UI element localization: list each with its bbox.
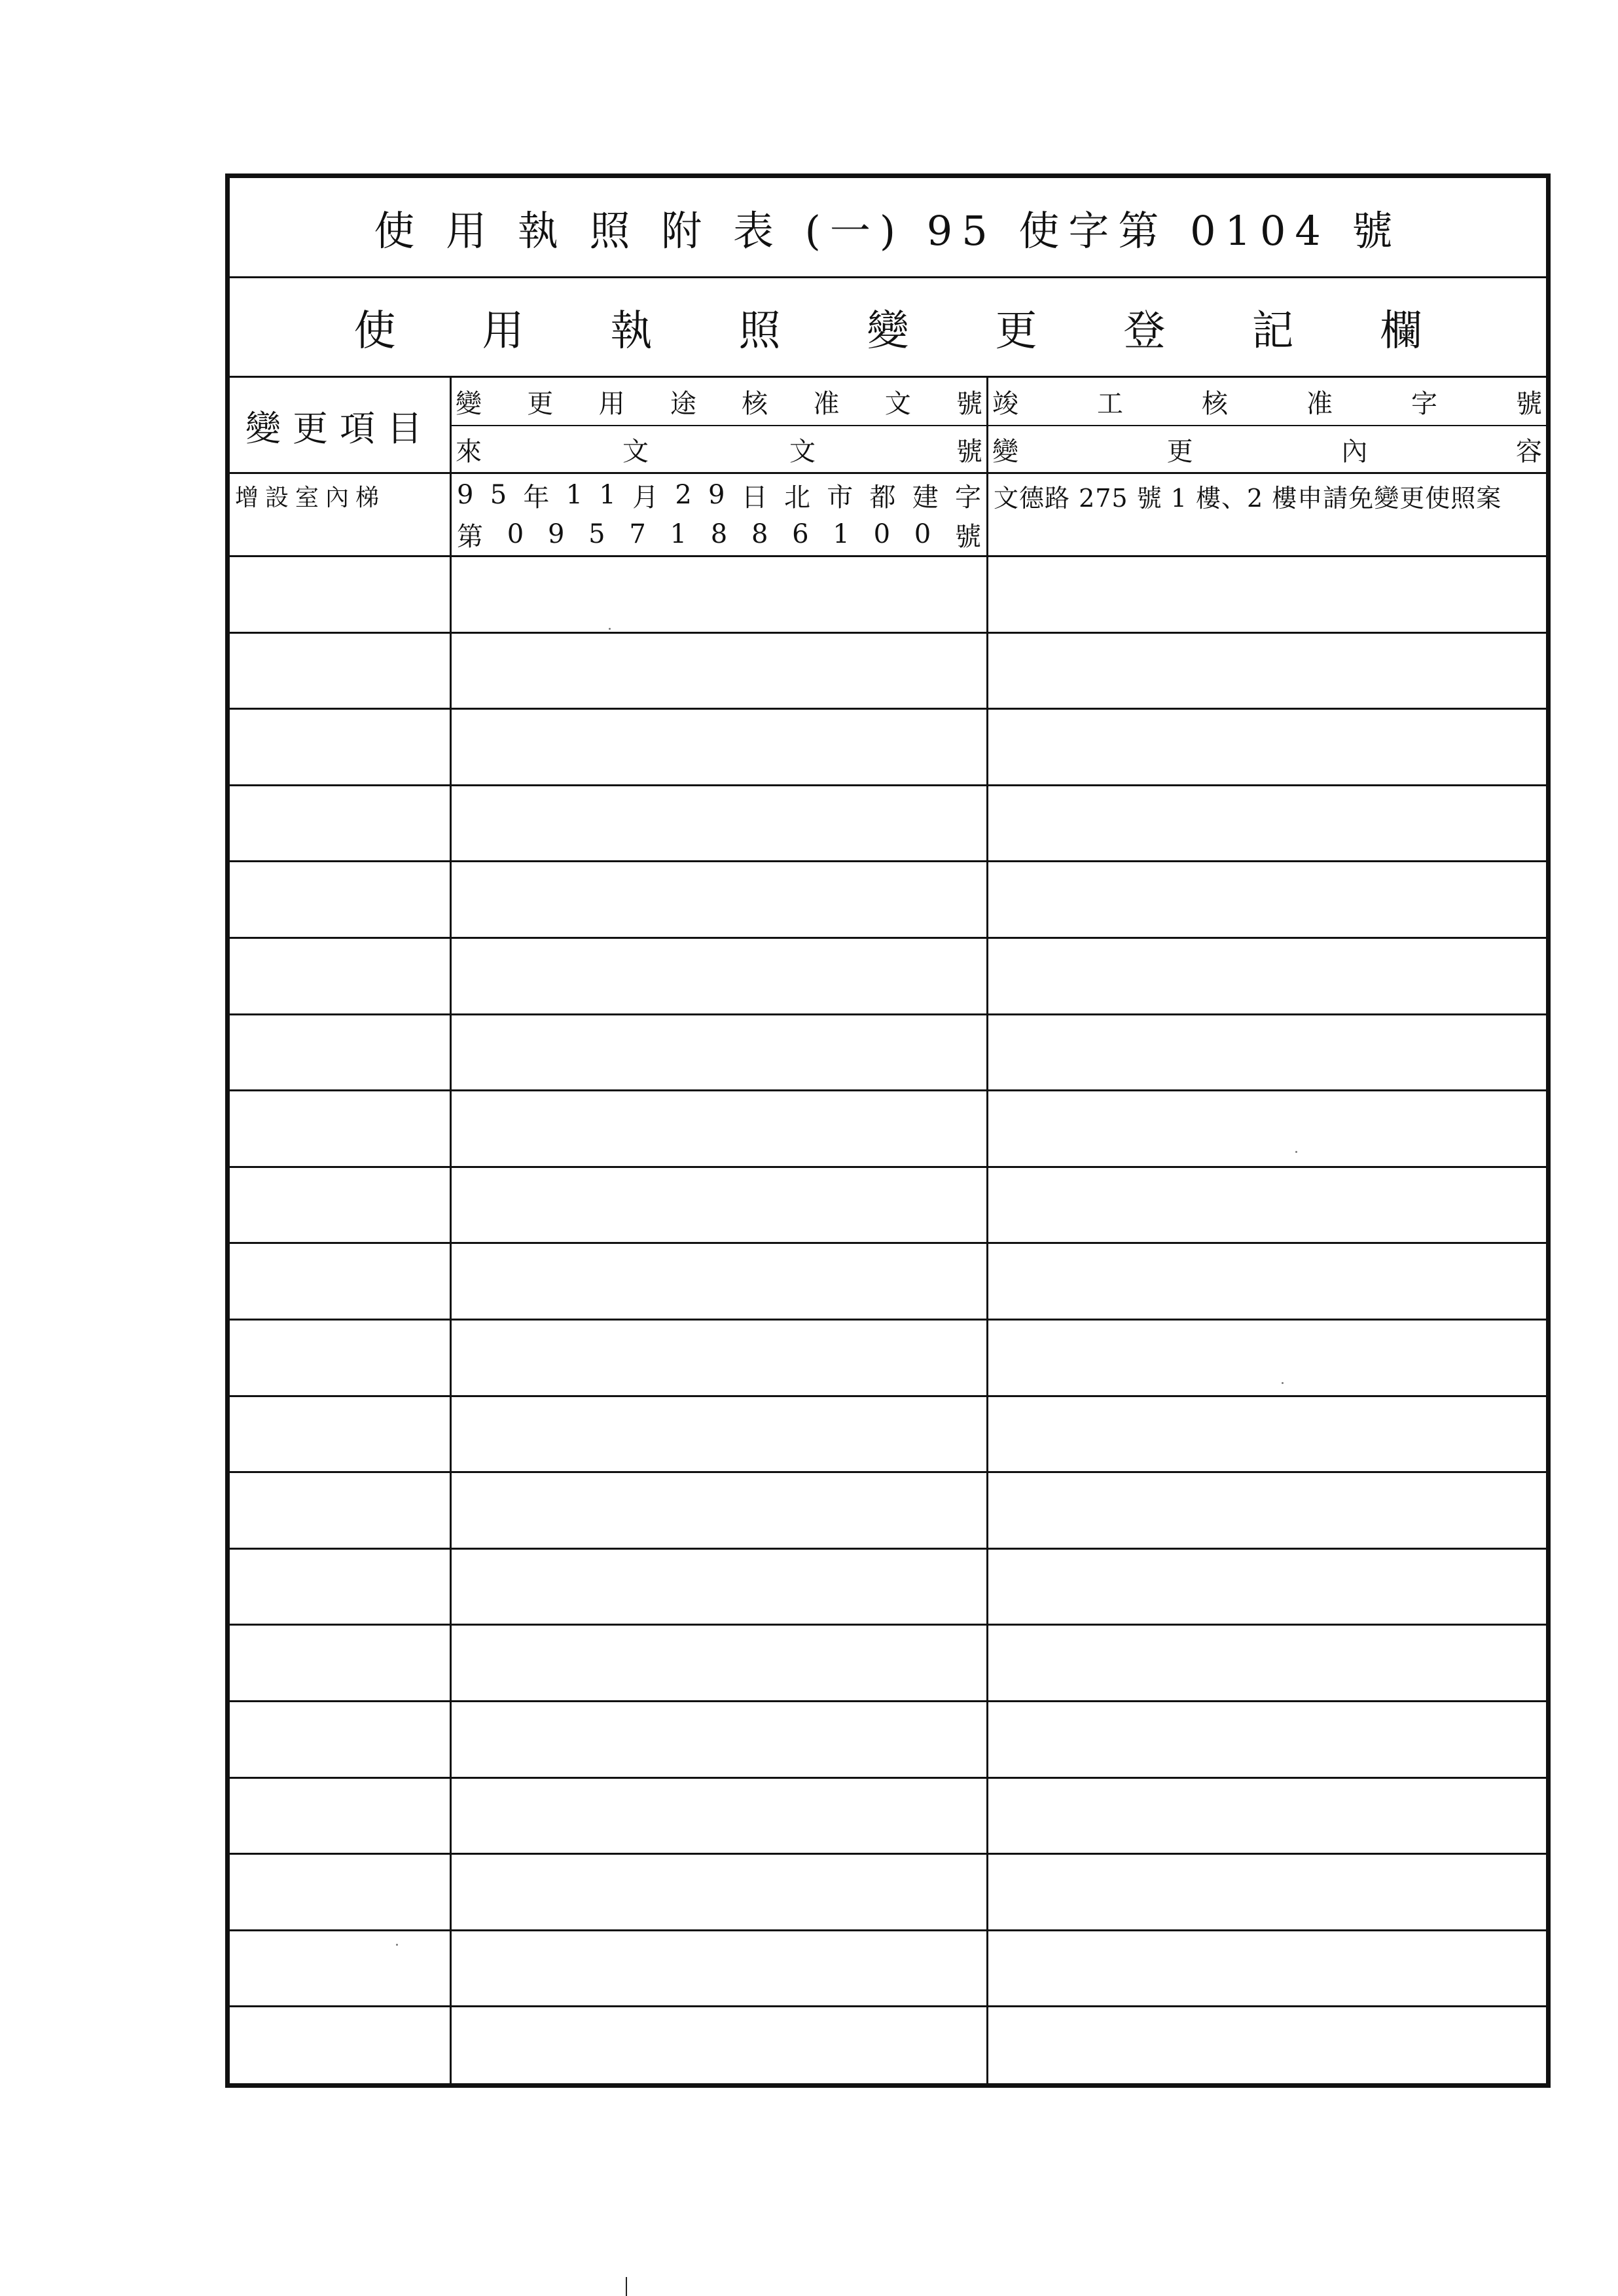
row-line	[230, 1395, 1546, 1397]
license-appendix-table	[225, 173, 1551, 2088]
row-line	[230, 1548, 1546, 1550]
entry-item-text: 增設室內梯	[235, 484, 386, 511]
incoming-doc-header-char: 文	[789, 436, 816, 467]
completion-no-header-char: 核	[1202, 388, 1228, 419]
approval-doc-header-char: 文	[884, 388, 911, 419]
completion-no-header-char: 字	[1411, 388, 1437, 419]
entry-doc-line-1-char: 1	[566, 480, 583, 510]
entry-doc-line-2-char: 1	[670, 519, 687, 549]
entry-doc-line-2-char: 號	[954, 521, 981, 552]
completion-no-header	[988, 378, 1546, 425]
entry-doc-line-1-char: 5	[490, 480, 507, 510]
change-content-header-char: 更	[1166, 436, 1193, 467]
approval-doc-header-char: 核	[742, 388, 768, 419]
entry-doc-line-1-char: 年	[523, 482, 550, 513]
form-title-row	[230, 178, 1546, 278]
row-line	[230, 1929, 1546, 1931]
incoming-doc-header	[452, 426, 986, 472]
change-content-header-char: 變	[992, 436, 1018, 467]
entry-doc-line-2	[452, 513, 986, 555]
row-line	[230, 555, 1546, 557]
entry-doc-line-1-char: 2	[675, 480, 692, 510]
entry-doc-line-1-char: 9	[457, 480, 474, 510]
row-line	[230, 2005, 1546, 2007]
entry-change-text: 文德路 275 號 1 樓、2 樓申請免變更使照案	[994, 483, 1502, 513]
form-subtitle-row	[230, 278, 1546, 378]
entry-doc-line-2-char: 5	[588, 519, 605, 549]
entry-doc-line-2-char: 8	[710, 519, 728, 549]
approval-doc-header-char: 用	[598, 388, 625, 419]
entry-doc-line-1-char: 字	[954, 482, 981, 513]
form-subtitle: 使用執照變更登記欄	[353, 306, 1509, 355]
row-line	[230, 1777, 1546, 1779]
row-line	[230, 1700, 1546, 1702]
row-line	[230, 1319, 1546, 1321]
form-title: 使 用 執 照 附 表 (一) 95 使字第 0104 號	[374, 206, 1402, 255]
entry-doc-line-2-char: 7	[629, 519, 646, 549]
approval-doc-header-char: 變	[456, 388, 482, 419]
entry-doc-line-2-char: 9	[547, 519, 565, 549]
entry-doc-line-2-char: 6	[792, 519, 809, 549]
approval-doc-header	[452, 378, 986, 425]
approval-doc-header-char: 准	[813, 388, 840, 419]
completion-no-header-char: 竣	[992, 388, 1018, 419]
approval-doc-header-char: 更	[527, 388, 554, 419]
row-line	[230, 708, 1546, 710]
entry-doc-line-2-char: 第	[457, 521, 483, 552]
row-line	[230, 937, 1546, 939]
entry-doc-line-2-char: 1	[833, 519, 850, 549]
entry-item	[230, 474, 450, 517]
completion-no-header-char: 工	[1097, 388, 1123, 419]
approval-doc-header-char: 號	[956, 388, 982, 419]
row-line	[230, 1242, 1546, 1244]
change-content-header-char: 容	[1515, 436, 1542, 467]
row-line	[230, 1853, 1546, 1855]
entry-doc-line-1-char: 日	[741, 482, 768, 513]
row-line	[230, 1166, 1546, 1168]
incoming-doc-header-char: 號	[956, 436, 982, 467]
entry-doc-line-2-char: 0	[914, 519, 931, 549]
incoming-doc-header-char: 文	[622, 436, 649, 467]
completion-no-header-char: 號	[1516, 388, 1542, 419]
entry-doc-line-1-char: 都	[869, 482, 896, 513]
entry-doc-line-1-char: 建	[912, 482, 939, 513]
change-item-header-label: 變更項目	[245, 408, 434, 449]
change-content-header-char: 內	[1341, 436, 1368, 467]
row-line	[230, 1624, 1546, 1626]
entry-doc-line-2-char: 0	[873, 519, 891, 549]
entry-doc-line-2-char: 8	[751, 519, 768, 549]
scan-speck	[609, 628, 611, 630]
row-line	[230, 860, 1546, 862]
entry-doc-line-1-char: 月	[632, 482, 659, 513]
entry-doc-line-1-char: 9	[708, 480, 725, 510]
entry-change-content	[988, 474, 1546, 517]
scan-speck	[1282, 1382, 1284, 1384]
scan-margin-mark	[626, 2277, 627, 2296]
entry-doc-line-2-char: 0	[507, 519, 524, 549]
scan-speck	[1295, 1151, 1297, 1153]
change-content-header	[988, 426, 1546, 472]
entry-doc-line-1-char: 市	[827, 482, 854, 513]
incoming-doc-header-char: 來	[456, 436, 482, 467]
change-item-header	[230, 378, 450, 474]
entry-doc-line-1-char: 北	[783, 482, 810, 513]
scan-speck	[396, 1944, 398, 1946]
entry-doc-line-1-char: 1	[599, 480, 616, 510]
row-line	[230, 1471, 1546, 1473]
completion-no-header-char: 准	[1306, 388, 1333, 419]
row-line	[230, 1089, 1546, 1091]
entry-doc-line-1	[452, 474, 986, 516]
approval-doc-header-char: 途	[670, 388, 696, 419]
row-line	[230, 784, 1546, 786]
row-line	[230, 632, 1546, 634]
row-line	[230, 1013, 1546, 1015]
